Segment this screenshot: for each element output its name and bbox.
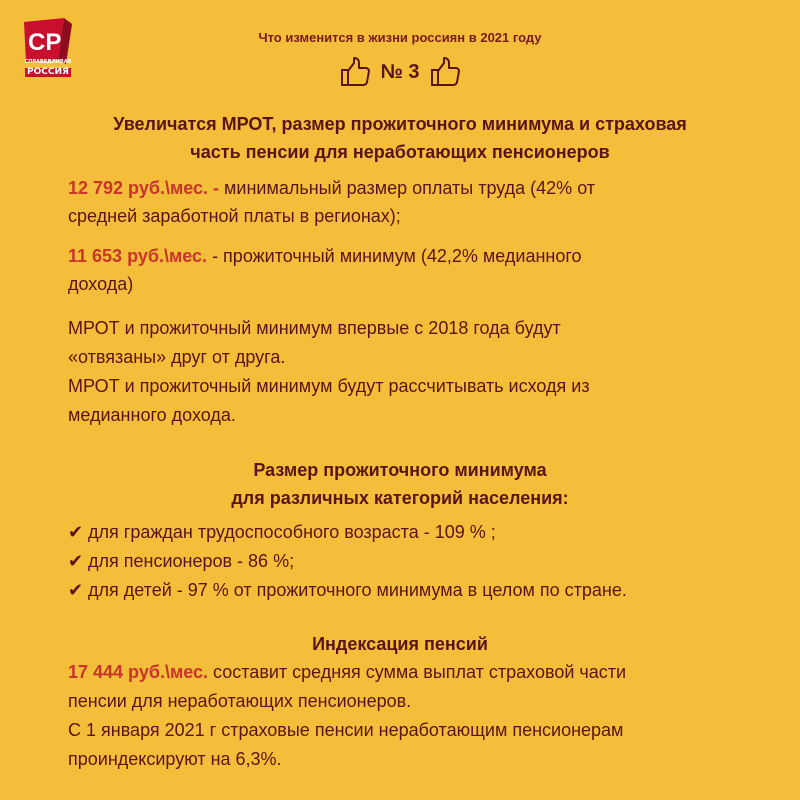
pension-amount: 17 444 руб.\мес. [68, 662, 209, 682]
mrot-amount: 12 792 руб.\мес. - [68, 178, 220, 198]
mrot-paragraph [68, 174, 760, 230]
categories-title [0, 456, 800, 512]
note-line2: «отвязаны» друг от друга. [68, 347, 286, 367]
pension-text-c: С 1 января 2021 г страховые пенсии неработающим пенсионерам [68, 720, 624, 740]
logo-mark: СР [28, 29, 62, 56]
subsistence-amount: 11 653 руб.\мес. [68, 246, 208, 266]
headline-line1: Увеличатся МРОТ, размер прожиточного минимума и страховая [113, 114, 687, 134]
list-item [68, 547, 770, 576]
subsistence-text-a: - прожиточный минимум (42,2% медианного [207, 246, 582, 266]
thumbs-up-icon [429, 56, 461, 88]
note-line3: МРОТ и прожиточный минимум будут рассчитывать исходя из [68, 376, 590, 396]
header-number: № 3 [380, 60, 420, 83]
mrot-text-a: минимальный размер оплаты труда (42% от [219, 178, 596, 198]
note-line4: медианного дохода. [68, 405, 236, 425]
mrot-text-b: средней заработной платы в регионах); [68, 206, 401, 226]
list-item-text: для пенсионеров - 86 %; [88, 551, 295, 571]
note-line1: МРОТ и прожиточный минимум впервые с 2018 года будут [68, 318, 561, 338]
header-title: Что изменится в жизни россиян в 2021 году [258, 30, 542, 45]
pension-text-b: пенсии для неработающих пенсионеров. [68, 691, 412, 711]
categories-title-line2: для различных категорий населения: [231, 488, 569, 508]
logo-line2: РОССИЯ [27, 67, 69, 77]
pension-paragraph [68, 658, 760, 774]
headline-line2: часть пенсии для неработающих пенсионеров [190, 142, 610, 162]
check-icon: ✔ [68, 522, 84, 542]
header-number-row [0, 56, 800, 88]
headline [20, 110, 780, 166]
logo-line1: СПРАВЕДЛИВАЯ [24, 59, 72, 65]
subsistence-text-b: дохода) [68, 274, 134, 294]
categories-title-line1: Размер прожиточного минимума [253, 460, 547, 480]
subsistence-paragraph [68, 242, 760, 298]
pension-text-a: составит средняя сумма выплат страховой части [208, 662, 627, 682]
list-item [68, 576, 770, 605]
list-item-text: для граждан трудоспособного возраста - 109 % ; [88, 522, 496, 542]
pension-title: Индексация пенсий [312, 634, 488, 654]
check-icon: ✔ [68, 551, 84, 571]
check-icon: ✔ [68, 580, 84, 600]
pension-text-d: проиндексируют на 6,3%. [68, 749, 282, 769]
note-paragraph [68, 314, 760, 430]
list-item [68, 518, 770, 547]
categories-list [68, 518, 770, 605]
list-item-text: для детей - 97 % от прожиточного минимума в целом по стране. [88, 580, 627, 600]
thumbs-up-icon [339, 56, 371, 88]
